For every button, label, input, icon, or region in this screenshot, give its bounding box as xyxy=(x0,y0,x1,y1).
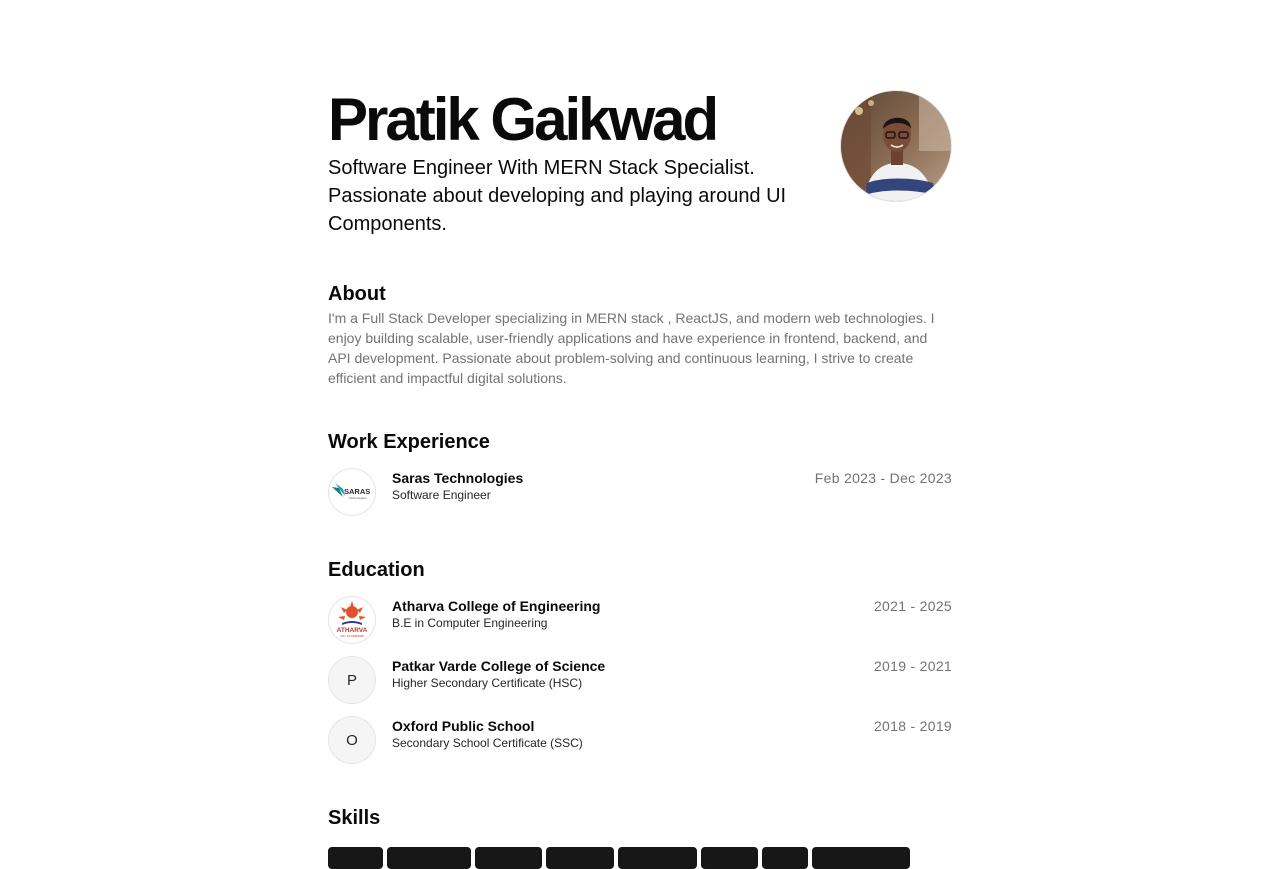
school-initial-avatar: O xyxy=(328,716,376,764)
work-entry[interactable] xyxy=(328,468,952,516)
skills-title: Skills xyxy=(328,807,381,829)
skill-badge xyxy=(701,847,758,869)
hero-subtitle: Software Engineer With MERN Stack Specialist. Passionate about developing and playing around UI Components. xyxy=(328,157,787,235)
education-dates: 2021 - 2025 xyxy=(873,598,952,614)
company-name: Saras Technologies xyxy=(392,470,524,486)
skill-badge xyxy=(475,847,542,869)
education-entry[interactable] xyxy=(328,656,952,704)
hero-name: Pratik Gaikwad xyxy=(328,86,717,153)
atharva-logo-icon xyxy=(328,596,376,644)
degree-name: Higher Secondary Certificate (HSC) xyxy=(392,676,583,690)
hero-section xyxy=(328,88,952,248)
skill-badge xyxy=(618,847,697,869)
skill-badge xyxy=(812,847,910,869)
about-title: About xyxy=(328,283,386,305)
education-dates: 2018 - 2019 xyxy=(873,718,952,734)
skill-badge xyxy=(328,847,383,869)
avatar xyxy=(840,90,952,202)
education-entry[interactable] xyxy=(328,596,952,644)
saras-logo-text: SARAS xyxy=(344,487,371,496)
skill-badge xyxy=(762,847,808,869)
degree-name: Secondary School Certificate (SSC) xyxy=(392,736,583,750)
saras-logo-graphic xyxy=(329,469,375,515)
school-name: Atharva College of Engineering xyxy=(392,598,601,614)
education-entry[interactable] xyxy=(328,716,952,764)
work-dates: Feb 2023 - Dec 2023 xyxy=(814,470,952,486)
avatar-photo xyxy=(841,91,952,202)
atharva-logo-subtext: "JOY OF DREAMS" xyxy=(339,634,365,638)
job-role: Software Engineer xyxy=(392,488,491,502)
saras-logo-subtext: Technologies xyxy=(349,496,367,500)
skill-badge xyxy=(387,847,471,869)
education-title: Education xyxy=(328,559,425,581)
skill-badge xyxy=(546,847,614,869)
about-text: I'm a Full Stack Developer specializing in MERN stack , ReactJS, and modern web technologies. I enjoy building scalable, user-friendly applications and have experience in frontend, backend, and API development. Passionate about problem-solving and continuous learning, I strive to create efficient and impactful digital solutions. xyxy=(328,310,935,386)
education-dates: 2019 - 2021 xyxy=(873,658,952,674)
school-name: Patkar Varde College of Science xyxy=(392,658,606,674)
atharva-logo-graphic xyxy=(329,597,375,643)
school-initial-avatar: P xyxy=(328,656,376,704)
school-name: Oxford Public School xyxy=(392,718,535,734)
saras-logo-icon xyxy=(328,468,376,516)
degree-name: B.E in Computer Engineering xyxy=(392,616,548,630)
atharva-logo-text: ATHARVA xyxy=(336,627,368,634)
work-experience-title: Work Experience xyxy=(328,431,490,453)
